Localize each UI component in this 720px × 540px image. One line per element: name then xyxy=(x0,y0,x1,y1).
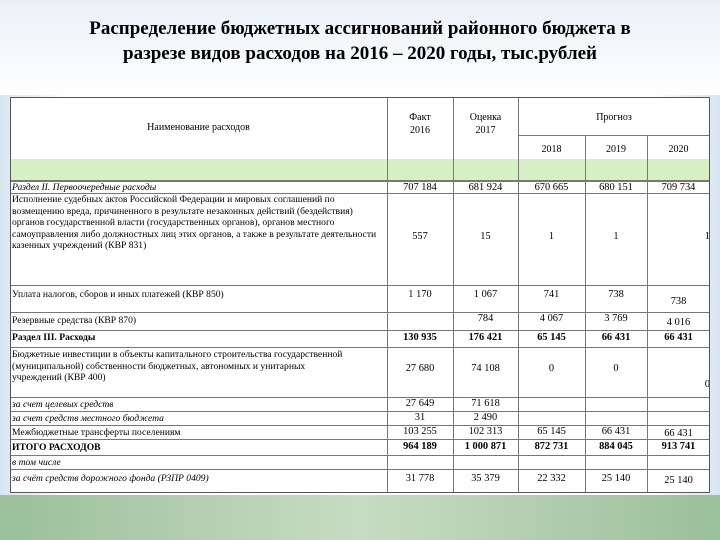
title-line-1: Распределение бюджетных ассигнований районного бюджета в xyxy=(89,18,631,39)
row-name: за счет средств местного бюджета xyxy=(12,413,164,424)
row-2019: 3 769 xyxy=(604,313,628,324)
row-name: Раздел III. Расходы xyxy=(12,332,96,343)
slide-title xyxy=(40,16,680,66)
header-2019: 2019 xyxy=(606,144,626,155)
header-fact-label: Факт xyxy=(409,112,431,123)
row-estimate: 102 313 xyxy=(468,426,503,437)
row-name: Межбюджетные трансферты поселениям xyxy=(12,427,181,438)
row-2019: 25 140 xyxy=(601,473,631,484)
budget-table xyxy=(10,97,710,493)
row-2018: 22 332 xyxy=(537,473,566,484)
row-fact: 31 778 xyxy=(405,473,435,484)
header-estimate xyxy=(453,111,518,137)
row-2020: 1 xyxy=(704,231,710,242)
row-fact: 130 935 xyxy=(403,332,437,343)
row-2020: 66 431 xyxy=(664,332,693,343)
row-fact: 31 xyxy=(414,412,426,423)
row-name: за счет целевых средств xyxy=(12,399,114,410)
row-2018: 1 xyxy=(548,231,555,242)
row-2020: 25 140 xyxy=(664,475,693,486)
row-2020: 4 016 xyxy=(666,317,691,328)
header-2018: 2018 xyxy=(541,144,562,155)
row-2020: 0 xyxy=(704,379,710,390)
row-name: ИТОГО РАСХОДОВ xyxy=(12,442,101,453)
row-2019: 66 431 xyxy=(601,426,631,437)
header-estimate-label: Оценка xyxy=(469,112,502,123)
row-fact: 103 255 xyxy=(403,426,437,437)
row-2019: 680 151 xyxy=(599,182,633,193)
row-fact: 27 680 xyxy=(405,363,435,374)
row-estimate: 35 379 xyxy=(471,473,500,484)
header-stripe xyxy=(10,159,710,181)
row-name: Исполнение судебных актов Российской Федерации и мировых соглашений по возмещению вреда, причиненного в результате незаконных действий (бездействия) органов государственной власти (государственных органов), органов местного самоуправления либо должностных лиц этих органов, а также в результате деятельности казенных учреждений (КВР 831) xyxy=(12,194,377,252)
row-2018: 670 665 xyxy=(534,182,569,193)
header-fact-year: 2016 xyxy=(410,125,430,136)
row-estimate: 176 421 xyxy=(468,332,503,343)
row-estimate: 71 618 xyxy=(471,398,500,409)
row-estimate: 15 xyxy=(480,231,491,242)
row-fact: 707 184 xyxy=(403,182,437,193)
row-2019: 66 431 xyxy=(601,332,631,343)
row-2018: 4 067 xyxy=(539,313,564,324)
row-name: Резервные средства (КВР 870) xyxy=(12,315,137,326)
row-fact: 557 xyxy=(412,231,428,242)
row-2019: 1 xyxy=(613,231,619,242)
row-name: Уплата налогов, сборов и иных платежей (КВР 850) xyxy=(12,289,224,300)
row-2018: 741 xyxy=(543,289,560,300)
row-estimate: 784 xyxy=(477,313,494,324)
row-estimate: 1 000 871 xyxy=(464,441,507,452)
row-estimate: 74 108 xyxy=(471,363,500,374)
row-fact: 964 189 xyxy=(403,441,437,452)
header-fact xyxy=(387,111,453,137)
title-line-2: разрезе видов расходов на 2016 – 2020 годы, тыс.рублей xyxy=(123,43,597,64)
row-2018: 872 731 xyxy=(534,441,569,452)
header-estimate-year: 2017 xyxy=(475,125,496,136)
row-fact: 1 170 xyxy=(408,289,432,300)
row-fact: 27 649 xyxy=(405,398,435,409)
row-2020: 66 431 xyxy=(664,428,693,439)
row-2020: 913 741 xyxy=(661,441,696,452)
row-estimate: 2 490 xyxy=(473,412,498,423)
row-2019: 738 xyxy=(608,289,624,300)
row-name: Раздел II. Первоочередные расходы xyxy=(12,182,157,193)
header-forecast: Прогноз xyxy=(596,112,632,123)
header-name-col: Наименование расходов xyxy=(147,122,250,133)
row-2018: 0 xyxy=(548,363,555,374)
row-estimate: 681 924 xyxy=(468,182,503,193)
row-2020: 738 xyxy=(670,296,687,307)
row-2018: 65 145 xyxy=(537,426,566,437)
row-estimate: 1 067 xyxy=(473,289,498,300)
header-2020: 2020 xyxy=(668,144,689,155)
row-name: в том числе xyxy=(12,457,61,468)
row-2018: 65 145 xyxy=(537,332,566,343)
row-2020: 709 734 xyxy=(661,182,696,193)
row-2019: 0 xyxy=(613,363,619,374)
row-2019: 884 045 xyxy=(599,441,633,452)
row-name: Бюджетные инвестиции в объекты капитального строительства государственной (муниципальной) собственности бюджетных, автономных и унитарных учреждений (КВР 400) xyxy=(12,349,343,384)
footer-band xyxy=(0,495,720,540)
row-name: за счёт средств дорожного фонда (РЗПР 0409) xyxy=(12,473,209,484)
